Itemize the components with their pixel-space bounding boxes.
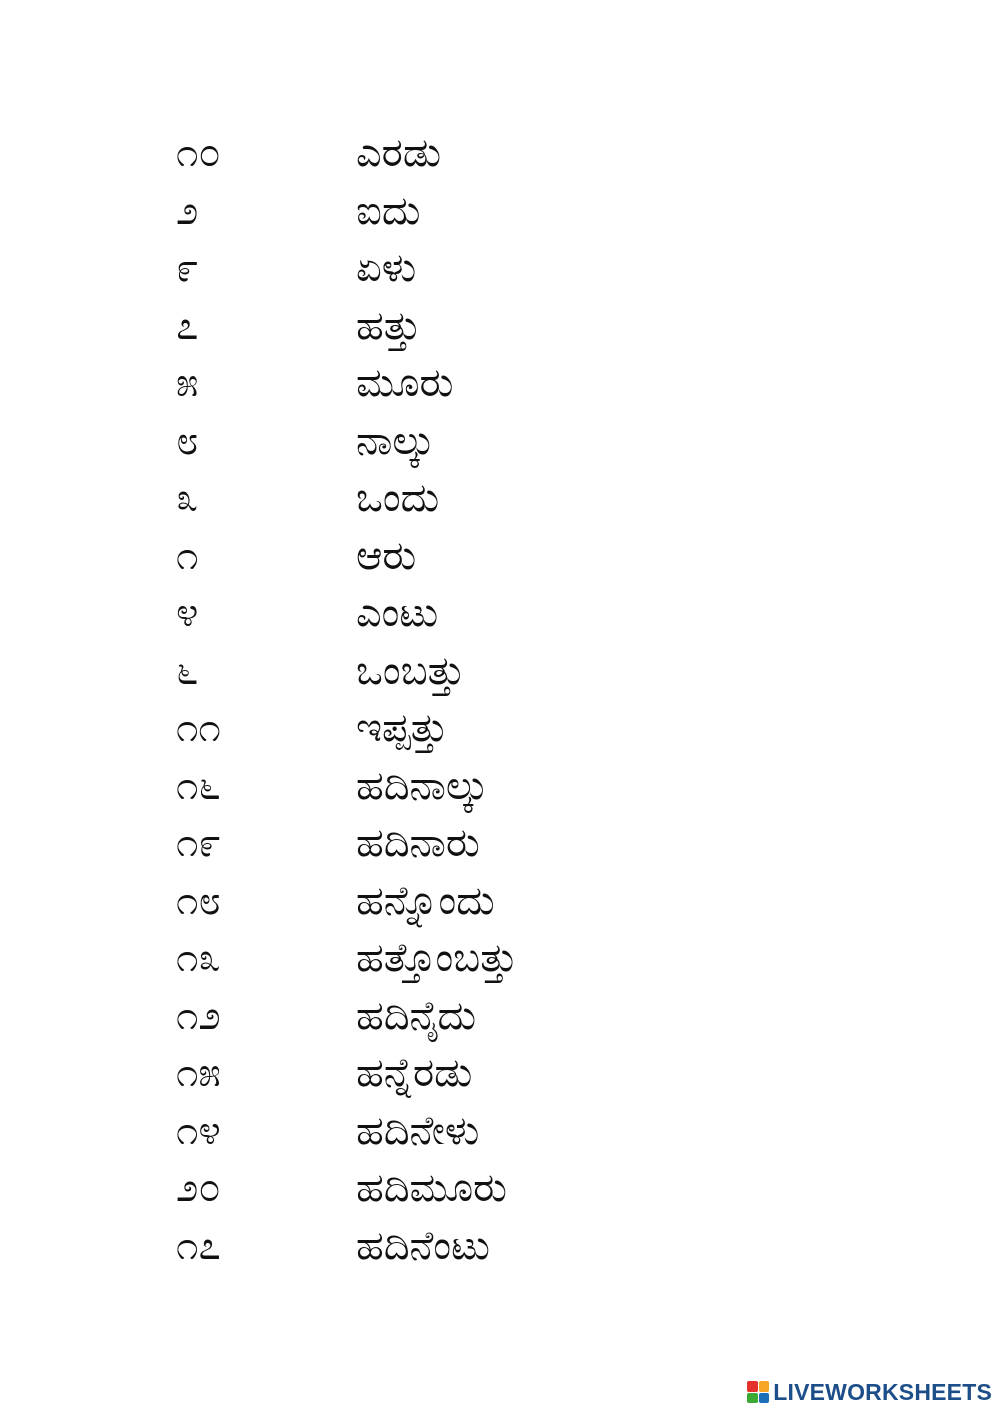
brand-wordmark: LIVEWORKSHEETS — [773, 1379, 992, 1405]
kannada-number-word: ಹದಿಮೂರು — [356, 1165, 507, 1211]
kannada-number-word: ಆರು — [356, 532, 417, 579]
kannada-numeral: ೨ — [176, 187, 199, 234]
kannada-number-word: ಎಂಟು — [356, 590, 439, 636]
kannada-number-word: ಇಪ್ಪತ್ತು — [356, 705, 449, 751]
kannada-numeral: ೧೧ — [176, 705, 221, 751]
kannada-number-word: ಎರಡು — [356, 130, 442, 176]
list-item — [0, 930, 1000, 988]
kannada-numeral: ೧೦ — [176, 130, 221, 176]
kannada-numeral: ೩ — [176, 475, 199, 521]
logo-tile — [747, 1393, 758, 1404]
kannada-number-word: ಹನ್ನೊಂದು — [356, 877, 495, 924]
logo-tile — [747, 1381, 758, 1392]
kannada-number-word: ಒಂಬತ್ತು — [356, 647, 465, 694]
kannada-numeral: ೪ — [176, 590, 199, 636]
kannada-number-word: ಏಳು — [356, 245, 417, 291]
kannada-number-word: ಹದಿನೇಳು — [356, 1107, 480, 1154]
list-item — [0, 585, 1000, 643]
kannada-numeral: ೫ — [176, 360, 199, 406]
kannada-numeral: ೧೯ — [176, 820, 221, 866]
matching-list — [0, 125, 1000, 1275]
kannada-numeral: ೧೫ — [176, 1050, 221, 1096]
kannada-numeral: ೧೨ — [176, 992, 221, 1039]
kannada-number-word: ಹದಿನಾರು — [356, 820, 480, 866]
kannada-numeral: ೧೩ — [176, 935, 221, 981]
kannada-number-word: ಹದಿನಾಲ್ಕು — [356, 762, 489, 809]
list-item — [0, 700, 1000, 758]
list-item — [0, 413, 1000, 471]
list-item — [0, 125, 1000, 183]
kannada-number-word: ಮೂರು — [356, 360, 454, 406]
kannada-numeral: ೭ — [176, 302, 199, 349]
kannada-number-word: ಒಂದು — [356, 475, 440, 521]
kannada-numeral: ೧೮ — [176, 877, 221, 924]
list-item — [0, 298, 1000, 356]
logo-tile — [759, 1381, 770, 1392]
kannada-numeral: ೬ — [176, 647, 199, 694]
list-item — [0, 183, 1000, 241]
list-item — [0, 1218, 1000, 1276]
kannada-number-word: ಐದು — [356, 187, 421, 234]
kannada-number-word: ಹತ್ತು — [356, 302, 422, 349]
list-item — [0, 1160, 1000, 1218]
list-item — [0, 988, 1000, 1046]
kannada-numeral: ೧ — [176, 532, 199, 579]
list-item — [0, 355, 1000, 413]
kannada-numeral: ೯ — [176, 245, 199, 291]
kannada-number-word: ಹತ್ತೊಂಬತ್ತು — [356, 935, 518, 981]
kannada-numeral: ೧೭ — [176, 1222, 221, 1269]
kannada-number-word: ನಾಲ್ಕು — [356, 417, 435, 464]
kannada-number-word: ಹದಿನೆಂಟು — [356, 1222, 490, 1269]
list-item — [0, 528, 1000, 586]
liveworksheets-logo-icon — [747, 1381, 769, 1403]
kannada-number-word: ಹನ್ನೆರಡು — [356, 1050, 473, 1096]
kannada-number-word: ಹದಿನೈದು — [356, 992, 477, 1039]
list-item — [0, 470, 1000, 528]
list-item — [0, 758, 1000, 816]
kannada-numeral: ೧೬ — [176, 762, 221, 809]
list-item — [0, 1103, 1000, 1161]
list-item — [0, 873, 1000, 931]
list-item — [0, 1045, 1000, 1103]
liveworksheets-brand — [747, 1377, 992, 1407]
list-item — [0, 815, 1000, 873]
kannada-numeral: ೧೪ — [176, 1107, 221, 1154]
logo-tile — [759, 1393, 770, 1404]
kannada-numeral: ೮ — [176, 417, 199, 464]
kannada-numeral: ೨೦ — [176, 1165, 221, 1211]
list-item — [0, 643, 1000, 701]
list-item — [0, 240, 1000, 298]
